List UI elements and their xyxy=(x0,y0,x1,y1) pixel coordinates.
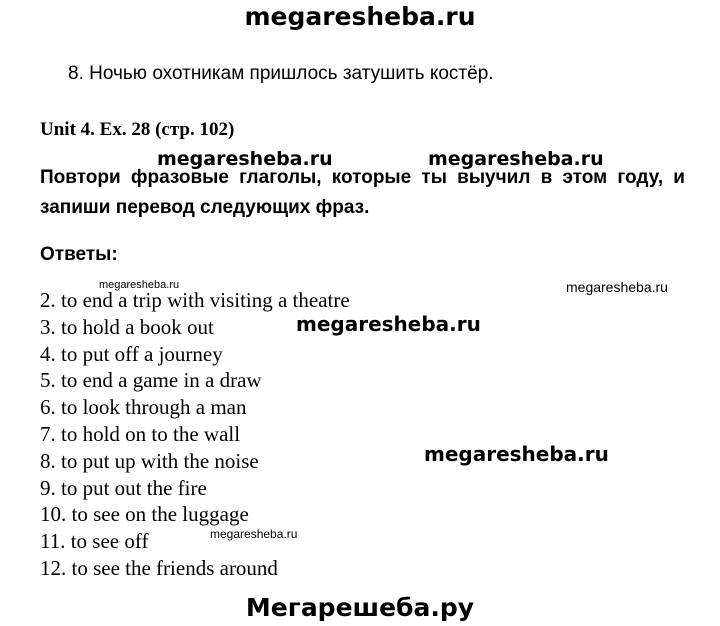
previous-item-8: 8. Ночью охотникам пришлось затушить костёр. xyxy=(68,63,494,84)
watermark-small-bottom: megaresheba.ru xyxy=(210,527,298,541)
watermark-bottom: Мегарешеба.ру xyxy=(245,593,475,622)
answer-item: 4. to put off a journey xyxy=(40,341,223,366)
answers-label: Ответы: xyxy=(40,244,118,265)
answer-item: 11. to see off xyxy=(40,529,149,554)
answer-item: 9. to put out the fire xyxy=(40,475,207,500)
answer-item: 3. to hold a book out xyxy=(40,314,214,339)
watermark-small-left: megaresheba.ru xyxy=(99,279,180,291)
watermark-top: megaresheba.ru xyxy=(244,2,476,31)
watermark-right-lower: megaresheba.ru xyxy=(424,442,609,466)
watermark-small-right: megaresheba.ru xyxy=(566,279,668,295)
exercise-heading: Unit 4. Ex. 28 (стр. 102) xyxy=(40,119,235,140)
answer-item: 12. to see the friends around xyxy=(40,555,278,580)
watermark-mid-right: megaresheba.ru xyxy=(428,148,604,170)
answer-item: 8. to put up with the noise xyxy=(40,448,259,473)
answer-item: 7. to hold on to the wall xyxy=(40,421,241,446)
answer-item: 6. to look through a man xyxy=(40,395,247,420)
answer-item: 2. to end a trip with visiting a theatre xyxy=(40,288,350,312)
answer-item: 10. to see on the luggage xyxy=(40,502,249,527)
task-instruction: Повтори фразовые глаголы, которые ты выучил в этом году, и запиши перевод следующих фраз. xyxy=(40,167,685,218)
watermark-center: megaresheba.ru xyxy=(296,312,481,336)
answer-item: 5. to end a game in a draw xyxy=(40,368,262,393)
watermark-mid-left: megaresheba.ru xyxy=(157,148,333,170)
